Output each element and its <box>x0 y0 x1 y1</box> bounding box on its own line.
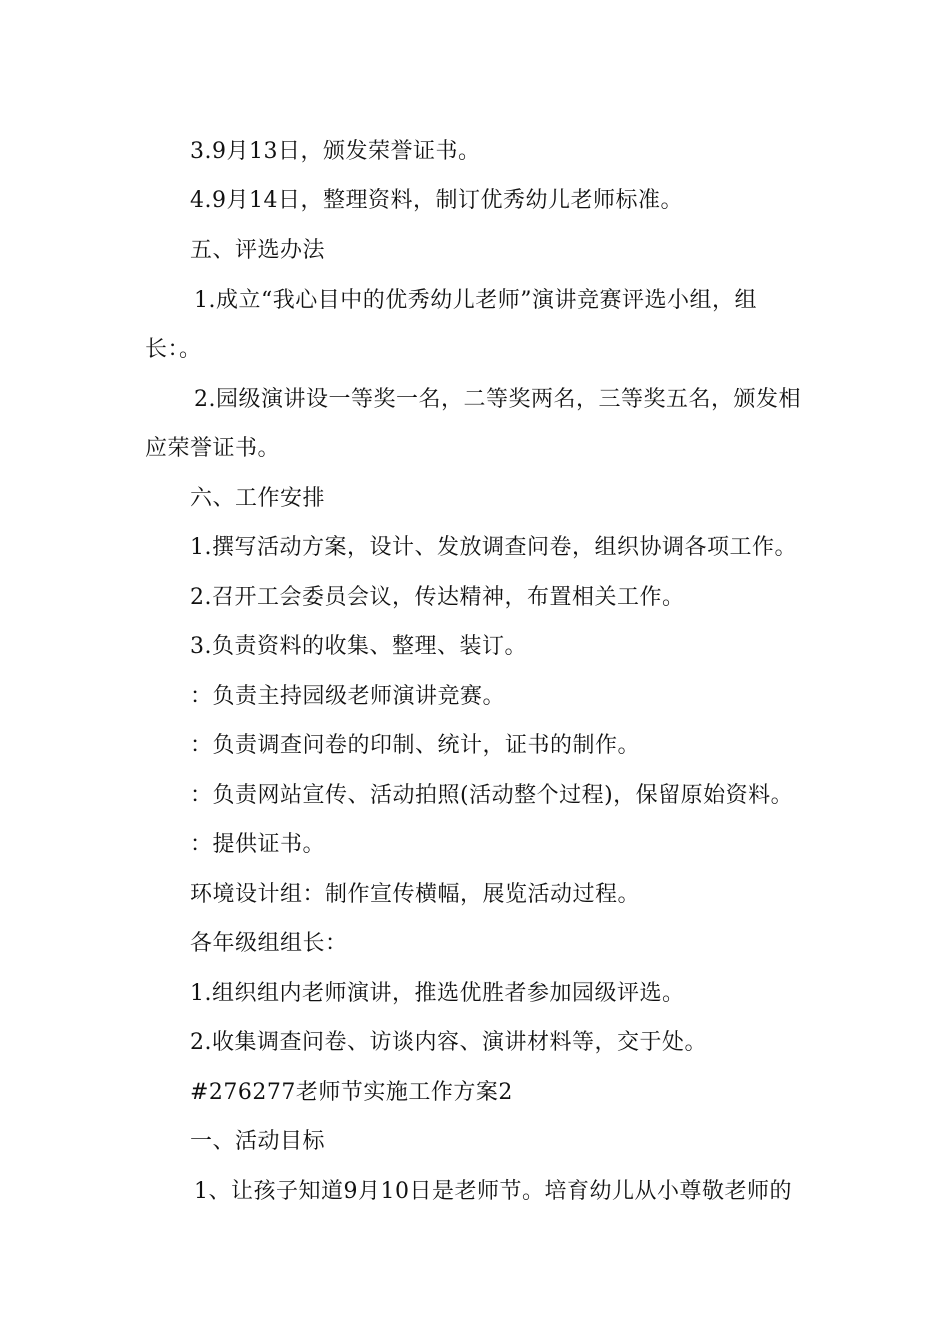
schedule-item-4: 4.9月14日，整理资料，制订优秀幼儿老师标准。 <box>190 188 683 213</box>
grade-leader-item-2: 2.收集调查问卷、访谈内容、演讲材料等，交于处。 <box>190 1030 707 1055</box>
work-item-1: 1.撰写活动方案，设计、发放调查问卷，组织协调各项工作。 <box>190 535 797 560</box>
section-heading-activity-goals: 一、活动目标 <box>190 1129 326 1154</box>
work-item-2: 2.召开工会委员会议，传达精神，布置相关工作。 <box>190 585 685 610</box>
selection-rule-2-line-1: 2.园级演讲设一等奖一名，二等奖两名，三等奖五名，颁发相 <box>194 387 801 412</box>
section-heading-selection-method: 五、评选办法 <box>190 238 326 263</box>
selection-rule-1-line-1: 1.成立“我心目中的优秀幼儿老师”演讲竞赛评选小组，组 <box>194 288 757 313</box>
schedule-item-3: 3.9月13日，颁发荣誉证书。 <box>190 139 481 164</box>
work-duty-certificates: ：提供证书。 <box>190 832 326 857</box>
selection-rule-1-line-2: 长：。 <box>145 337 202 362</box>
work-duty-website: ：负责网站宣传、活动拍照(活动整个过程)，保留原始资料。 <box>190 783 794 808</box>
environment-design-group: 环境设计组：制作宣传横幅，展览活动过程。 <box>190 882 641 907</box>
grade-group-leaders-heading: 各年级组组长： <box>190 931 348 956</box>
plan-2-title: #276277老师节实施工作方案2 <box>190 1080 513 1105</box>
grade-leader-item-1: 1.组织组内老师演讲，推选优胜者参加园级评选。 <box>190 981 685 1006</box>
work-item-3: 3.负责资料的收集、整理、装订。 <box>190 634 527 659</box>
section-heading-work-arrangement: 六、工作安排 <box>190 486 326 511</box>
activity-goal-1: 1、让孩子知道9月10日是老师节。培育幼儿从小尊敬老师的 <box>194 1179 792 1204</box>
selection-rule-2-line-2: 应荣誉证书。 <box>145 436 281 461</box>
work-duty-host: ：负责主持园级老师演讲竞赛。 <box>190 684 506 709</box>
work-duty-survey: ：负责调查问卷的印制、统计，证书的制作。 <box>190 733 641 758</box>
